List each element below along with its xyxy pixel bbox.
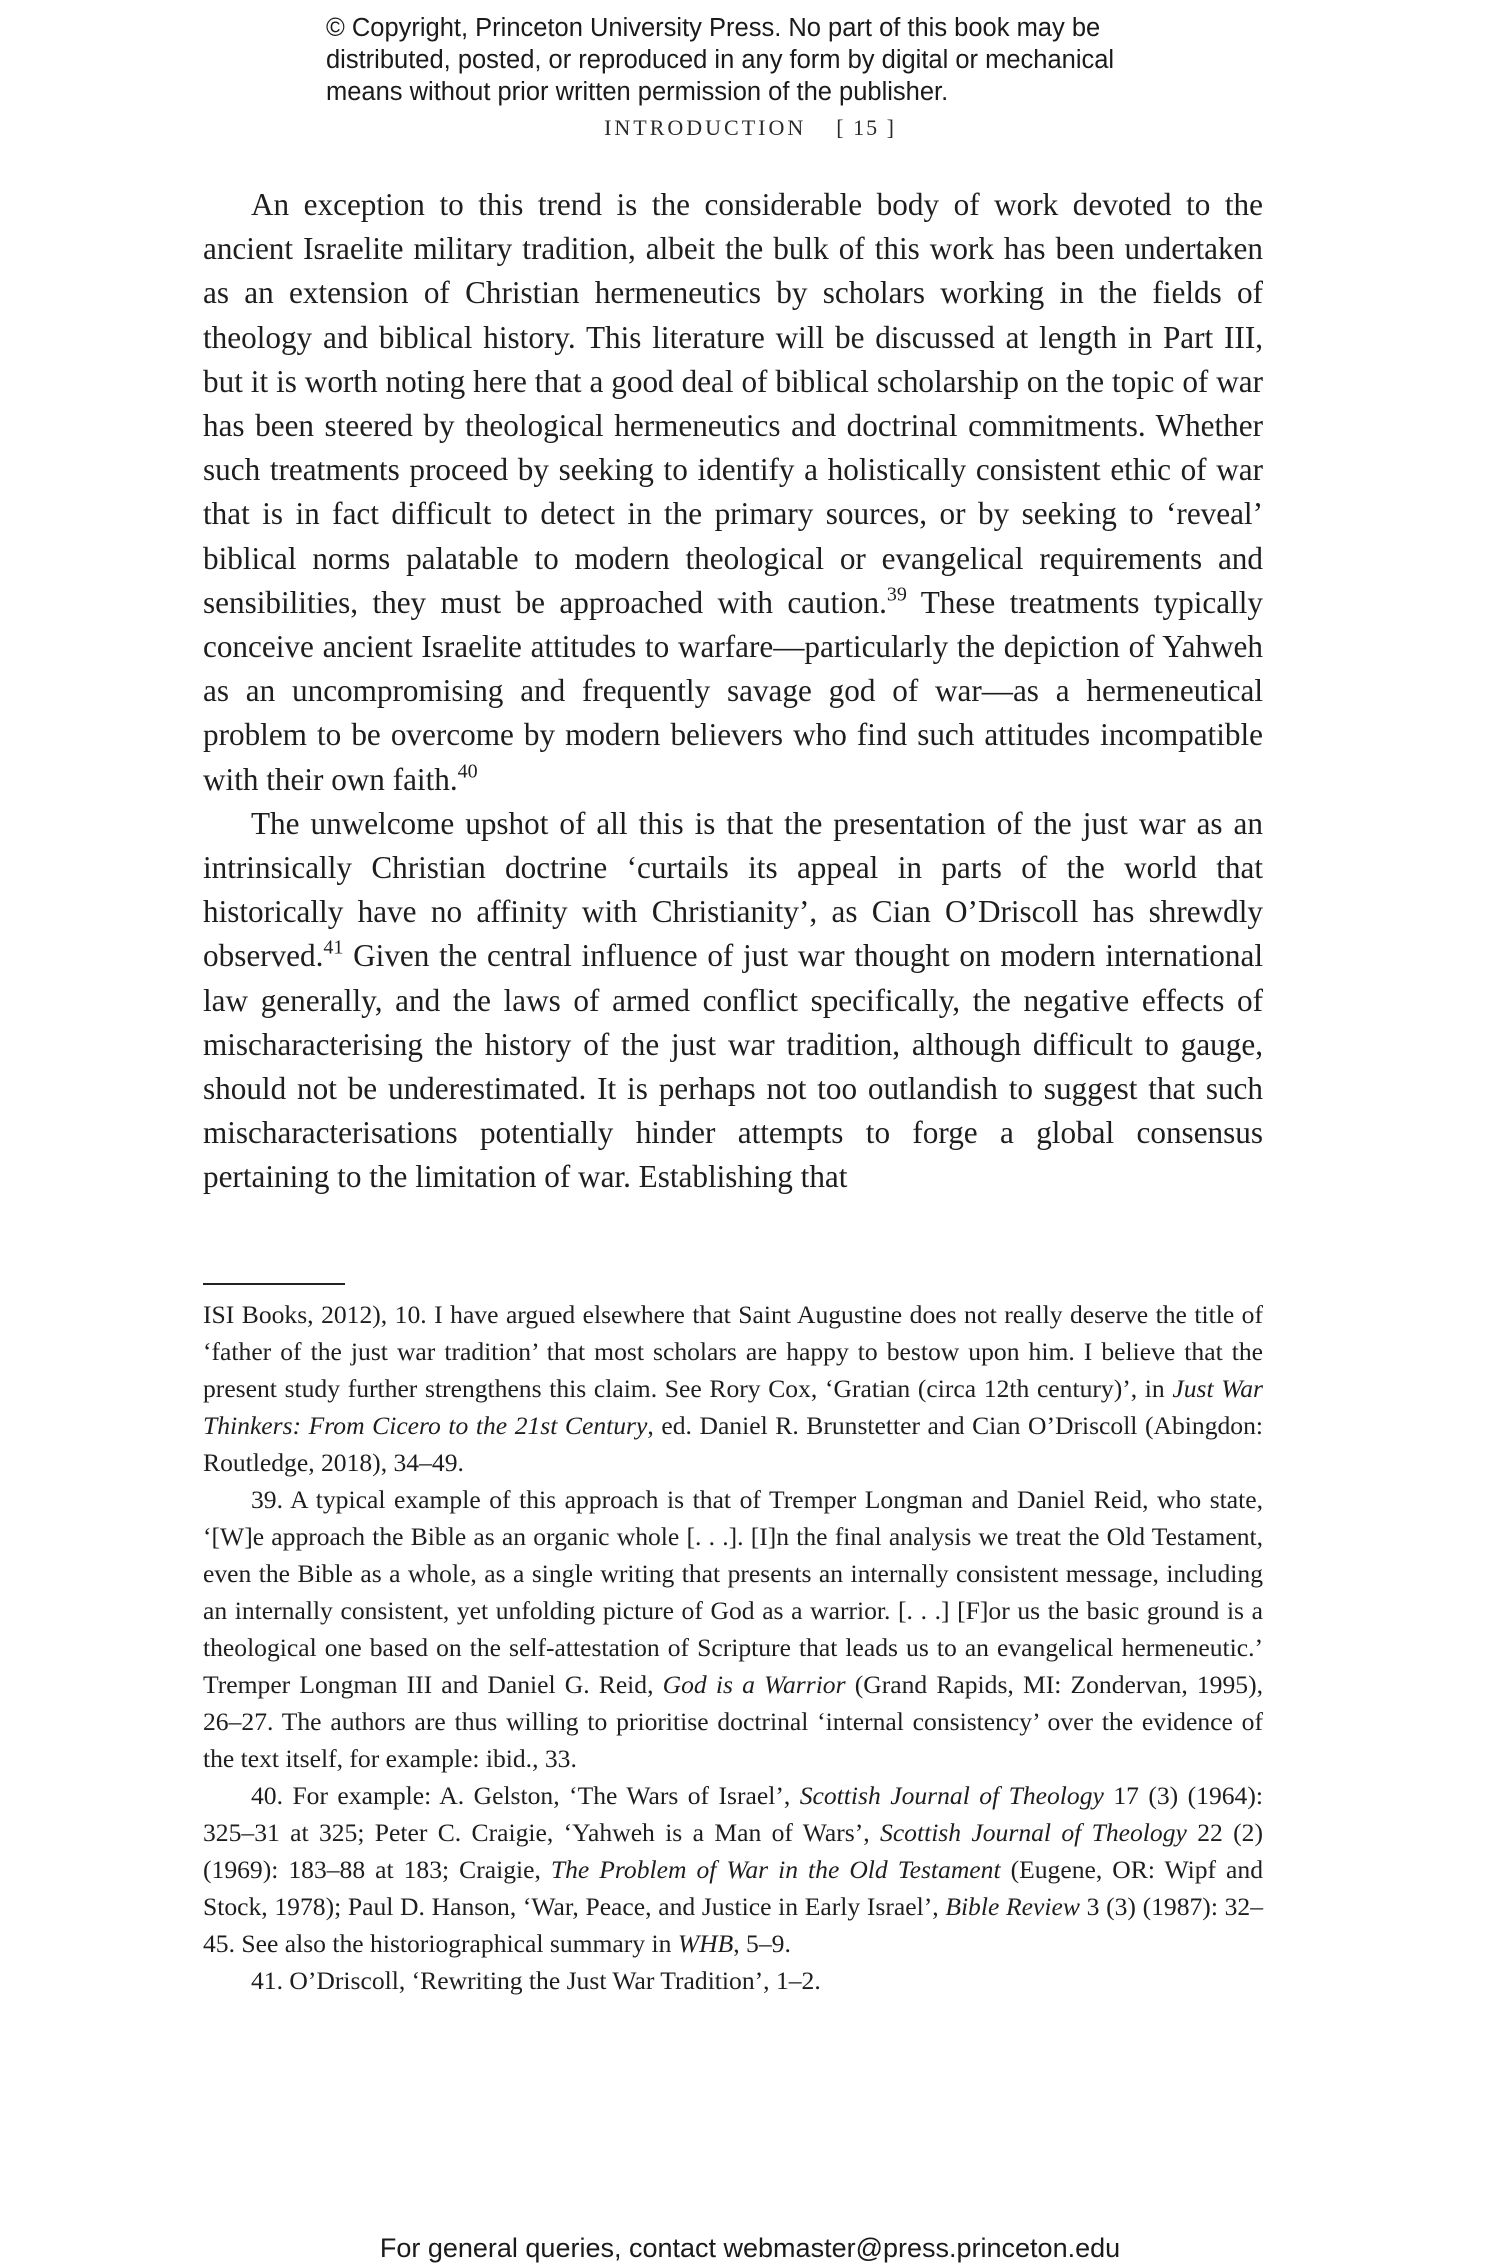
- body-paragraph: [203, 183, 1263, 802]
- text-run: 39. A typical example of this approach is that of Tremper Longman and Daniel Reid, who state, ‘[W]e approach the Bible as an organic whole [. . .]. [I]n the final analysis we treat the Old Testament, even the Bible as a whole, as a single writing that presents an internally consistent message, including an internally consistent, yet unfolding picture of God as a warrior. [. . .] [F]or us the basic ground is a theological one based on the self-attestation of Scripture that leads us to an evangelical hermeneutic.’ Tremper Longman III and Daniel G. Reid,: [203, 1485, 1263, 1699]
- page-footer: For general queries, contact webmaster@press.princeton.edu: [379, 2233, 1121, 2263]
- text-run: The unwelcome upshot of all this is that the presentation of the just war as an intrinsically Christian doctrine ‘curtails its appeal in parts of the world that historically have no affinity with Christianity’, as Cian O’Driscoll has shrewdly observed.: [203, 805, 1263, 974]
- text-run: 41. O’Driscoll, ‘Rewriting the Just War Tradition’, 1–2.: [251, 1966, 821, 1995]
- footnote-reference[interactable]: 40: [457, 760, 478, 783]
- italic-title: Bible Review: [945, 1892, 1080, 1921]
- page-number: [ 15 ]: [836, 115, 896, 140]
- italic-title: The Problem of War in the Old Testament: [550, 1855, 1001, 1884]
- footnote-divider: [203, 1283, 345, 1285]
- text-run: An exception to this trend is the considerable body of work devoted to the ancient Israelite military tradition, albeit the bulk of this work has been undertaken as an extension of Christian hermeneutics by scholars working in the fields of theology and biblical history. This literature will be discussed at length in Part III, but it is worth noting here that a good deal of biblical scholarship on the topic of war has been steered by theological hermeneutics and doctrinal commitments. Whether such treatments proceed by seeking to identify a holistically consistent ethic of war that is in fact difficult to detect in the primary sources, or by seeking to ‘reveal’ biblical norms palatable to modern theological or evangelical requirements and sensibilities, they must be approached with caution.: [203, 187, 1263, 620]
- text-run: ISI Books, 2012), 10. I have argued elsewhere that Saint Augustine does not really deserve the title of ‘father of the just war tradition’ that most scholars are happy to bestow upon him. I believe that the present study further strengthens this claim. See Rory Cox, ‘Gratian (circa 12th century)’, in: [203, 1300, 1263, 1403]
- footnote-39: [203, 1481, 1263, 1777]
- footnote-41: [203, 1962, 1263, 1999]
- italic-title: God is a Warrior: [662, 1670, 846, 1699]
- footnote-reference[interactable]: 41: [323, 937, 344, 960]
- footnote-reference[interactable]: 39: [886, 583, 907, 606]
- copyright-notice: [326, 12, 1226, 108]
- text-run: Given the central influence of just war thought on modern international law generally, and the laws of armed conflict specifically, the negative effects of mischaracterising the history of the just war tradition, although difficult to gauge, should not be underestimated. It is perhaps not too outlandish to suggest that such mischaracterisations potentially hinder attempts to forge a global consensus pertaining to the limitation of war. Establishing that: [203, 938, 1263, 1195]
- running-head: [0, 115, 1500, 141]
- main-text: [203, 183, 1263, 1200]
- running-head-title: INTRODUCTION: [604, 115, 807, 140]
- text-run: These treatments typically conceive ancient Israelite attitudes to warfare—particularly the depiction of Yahweh as an uncompromising and frequently savage god of war—as a hermeneutical problem to be overcome by modern believers who find such attitudes incompatible with their own faith.: [203, 584, 1263, 797]
- italic-title: WHB: [677, 1929, 734, 1958]
- text-run: 40. For example: A. Gelston, ‘The Wars of Israel’,: [251, 1781, 800, 1810]
- text-run: , 5–9.: [733, 1929, 791, 1958]
- italic-title: Scottish Journal of Theology: [799, 1781, 1104, 1810]
- copyright-line: means without prior written permission of the publisher.: [326, 78, 949, 106]
- text-run: , ed. Daniel R. Brunstetter and Cian O’Driscoll (Abingdon: Routledge, 2018), 34–49.: [203, 1411, 1263, 1477]
- text-run: 17 (3) (1964): 325–31 at 325; Peter C. Craigie, ‘Yahweh is a Man of Wars’,: [203, 1781, 1263, 1847]
- text-run: (Eugene, OR: Wipf and Stock, 1978); Paul D. Hanson, ‘War, Peace, and Justice in Early Israel’,: [203, 1855, 1263, 1921]
- italic-title: Just War Thinkers: From Cicero to the 21st Century: [203, 1374, 1263, 1440]
- text-run: 3 (3) (1987): 32–45. See also the historiographical summary in: [203, 1892, 1263, 1958]
- footnotes: [203, 1296, 1263, 1999]
- text-run: (Grand Rapids, MI: Zondervan, 1995), 26–27. The authors are thus willing to prioritise doctrinal ‘internal consistency’ over the evidence of the text itself, for example: ibid., 33.: [203, 1670, 1263, 1773]
- text-run: 22 (2) (1969): 183–88 at 183; Craigie,: [203, 1818, 1264, 1884]
- body-paragraph: [203, 802, 1263, 1200]
- footnote-40: [203, 1777, 1263, 1962]
- copyright-line: © Copyright, Princeton University Press. No part of this book may be: [326, 14, 1101, 42]
- copyright-line: distributed, posted, or reproduced in any form by digital or mechanical: [326, 46, 1115, 74]
- italic-title: Scottish Journal of Theology: [880, 1818, 1187, 1847]
- footnote-continuation: [203, 1296, 1263, 1481]
